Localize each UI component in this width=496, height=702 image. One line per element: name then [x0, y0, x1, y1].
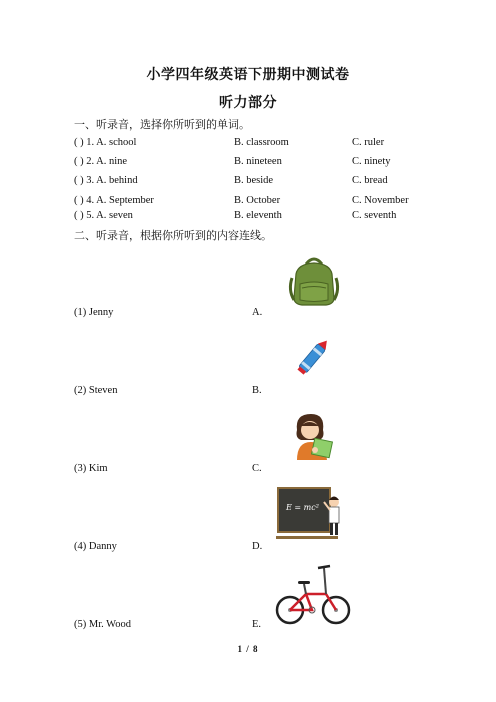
- question-row: [74, 210, 454, 226]
- question-row: [74, 175, 454, 191]
- section2-heading: 二、听录音，根据你所听到的内容连线。: [74, 230, 272, 242]
- bicycle-picture: [272, 562, 354, 626]
- page-subtitle: 听力部分: [219, 96, 277, 111]
- question-option-b: B. nineteen: [234, 156, 282, 167]
- question-option-a: ( ) 5. A. seven: [74, 210, 133, 221]
- question-row: [74, 137, 454, 153]
- question-option-c: C. November: [352, 195, 409, 206]
- question-row: [74, 156, 454, 172]
- match-letter: A.: [252, 307, 263, 318]
- question-option-c: C. bread: [352, 175, 388, 186]
- match-letter: E.: [252, 619, 262, 630]
- teacher-blackboard-picture: [276, 484, 344, 544]
- question-option-b: B. eleventh: [234, 210, 282, 221]
- question-row: [74, 195, 454, 211]
- question-option-b: B. beside: [234, 175, 274, 186]
- page-number: 1 / 8: [237, 644, 259, 654]
- match-letter: D.: [252, 541, 263, 552]
- backpack-picture: [286, 252, 342, 308]
- question-option-a: ( ) 1. A. school: [74, 137, 137, 148]
- section1-heading: 一、听录音，选择你所听到的单词。: [74, 119, 250, 131]
- match-name: (5) Mr. Wood: [74, 619, 132, 630]
- question-option-b: B. classroom: [234, 137, 289, 148]
- question-option-c: C. ruler: [352, 137, 385, 148]
- blackboard-formula: E = mc²: [286, 503, 319, 512]
- crayon-picture: [290, 332, 338, 380]
- question-option-a: ( ) 2. A. nine: [74, 156, 128, 167]
- question-option-b: B. October: [234, 195, 281, 206]
- question-option-c: C. seventh: [352, 210, 397, 221]
- match-letter: C.: [252, 463, 262, 474]
- question-option-a: ( ) 3. A. behind: [74, 175, 138, 186]
- match-name: (1) Jenny: [74, 307, 114, 318]
- match-name: (3) Kim: [74, 463, 108, 474]
- match-letter: B.: [252, 385, 262, 396]
- girl-reading-picture: [287, 410, 339, 466]
- match-name: (4) Danny: [74, 541, 117, 552]
- match-name: (2) Steven: [74, 385, 118, 396]
- page-title: 小学四年级英语下册期中测试卷: [146, 68, 350, 83]
- question-option-c: C. ninety: [352, 156, 391, 167]
- question-option-a: ( ) 4. A. September: [74, 195, 154, 206]
